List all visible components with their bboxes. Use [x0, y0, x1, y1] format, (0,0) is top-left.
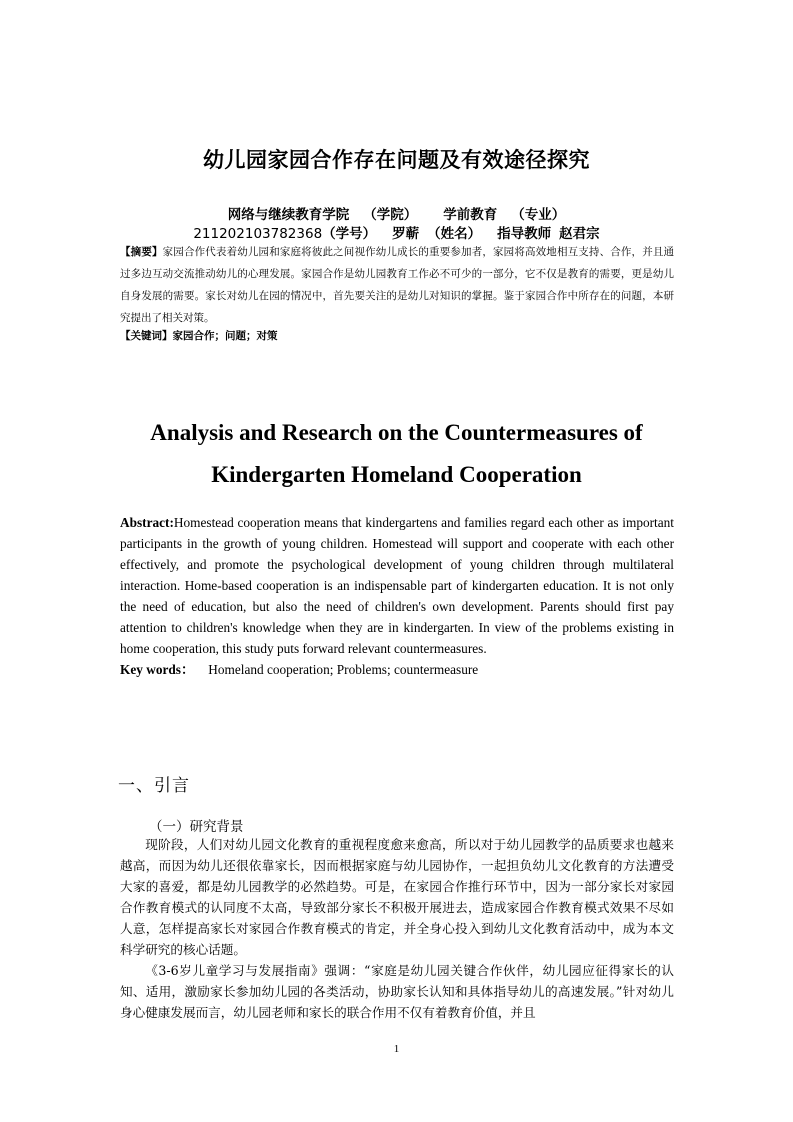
body-paragraph-2 — [120, 960, 674, 1023]
chinese-abstract-text: 家园合作代表着幼儿园和家庭将彼此之间视作幼儿成长的重要参加者，家园将高效地相互支持、合作，并且通过多边互动交流推动幼儿的心理发展。家园合作是幼儿园教育工作必不可少的一部分，它不仅是教育的需要，更是幼儿自身发展的需要。家长对幼儿在园的情况中，首先要关注的是幼儿对知识的掌握。鉴于家园合作中所存在的问题，本研究提出了相关对策。 — [120, 246, 675, 324]
student-id: 211202103782368 — [193, 226, 323, 242]
english-title-line-1: Analysis and Research on the Countermeasures of — [150, 420, 643, 445]
advisor-name: 赵君宗 — [559, 226, 600, 242]
chinese-keywords-text: 家园合作；问题；对策 — [172, 330, 278, 342]
english-title — [0, 412, 793, 496]
chinese-keywords — [120, 328, 674, 344]
english-abstract-text: Homestead cooperation means that kindergartens and families regard each other as important participants in the growth of young children. Homestead will support and cooperate with each other effectively, and promote the psychological development of young children through multilateral interaction. Home-based cooperation is an indispensable part of kindergarten education. It is not only the need of education, but also the need of children's own development. Parents should first pay attention to children's knowledge when they are in kindergarten. In view of the problems existing in home cooperation, this study puts forward relevant countermeasures. — [120, 515, 674, 656]
chinese-keywords-label: 【关键词】 — [120, 330, 173, 342]
major-tag: （专业） — [511, 207, 566, 223]
chinese-title: 幼儿园家园合作存在问题及有效途径探究 — [203, 148, 590, 172]
paragraph-text: 《3-6岁儿童学习与发展指南》强调：“家庭是幼儿园关键合作伙伴，幼儿园应征得家长的认知、适用，激励家长参加幼儿园的各类活动，协助家长认知和具体指导幼儿的高速发展。”针对幼儿身心健康发展而言，幼儿园老师和家长的联合作用不仅有着教育价值，并且 — [120, 963, 674, 1020]
advisor-label: 指导教师 — [497, 226, 552, 242]
english-keywords-label: Key words： — [120, 662, 195, 677]
english-keywords-text: Homeland cooperation; Problems; countermeasure — [208, 662, 479, 677]
paragraph-text: 现阶段，人们对幼儿园文化教育的重视程度愈来愈高，所以对于幼儿园教学的品质要求也越来越高，而因为幼儿还很依靠家长，因而根据家庭与幼儿园协作，一起担负幼儿文化教育的方法遭受大家的喜爱，都是幼儿园教学的必然趋势。可是，在家园合作推行环节中，因为一部分家长对家园合作教育模式的认同度不太高，导致部分家长不积极开展进去，造成家园合作教育模式效果不尽如人意，怎样提高家长对家园合作教育模式的肯定，并全身心投入到幼儿文化教育活动中，成为本文科学研究的核心话题。 — [120, 837, 674, 957]
section-heading-introduction: 一、引言 — [118, 776, 190, 796]
author-info-line-2 — [0, 222, 793, 242]
student-name: 罗蕲 — [392, 226, 420, 242]
student-id-tag: （学号） — [322, 226, 377, 242]
major-name: 学前教育 — [443, 207, 498, 223]
chinese-abstract — [120, 241, 674, 329]
student-name-tag: （姓名） — [427, 226, 482, 242]
page-number: 1 — [393, 1043, 400, 1055]
english-abstract — [120, 512, 674, 659]
subsection-heading-background: （一）研究背景 — [149, 819, 244, 835]
english-abstract-label: Abstract: — [120, 515, 174, 530]
school-name: 网络与继续教育学院 — [227, 207, 350, 223]
body-paragraph-1 — [120, 834, 674, 960]
english-title-line-2: Kindergarten Homeland Cooperation — [211, 462, 582, 487]
chinese-abstract-label: 【摘要】 — [120, 246, 163, 258]
school-tag: （学院） — [363, 207, 418, 223]
english-keywords — [120, 659, 674, 680]
author-info-line-1 — [0, 203, 793, 223]
